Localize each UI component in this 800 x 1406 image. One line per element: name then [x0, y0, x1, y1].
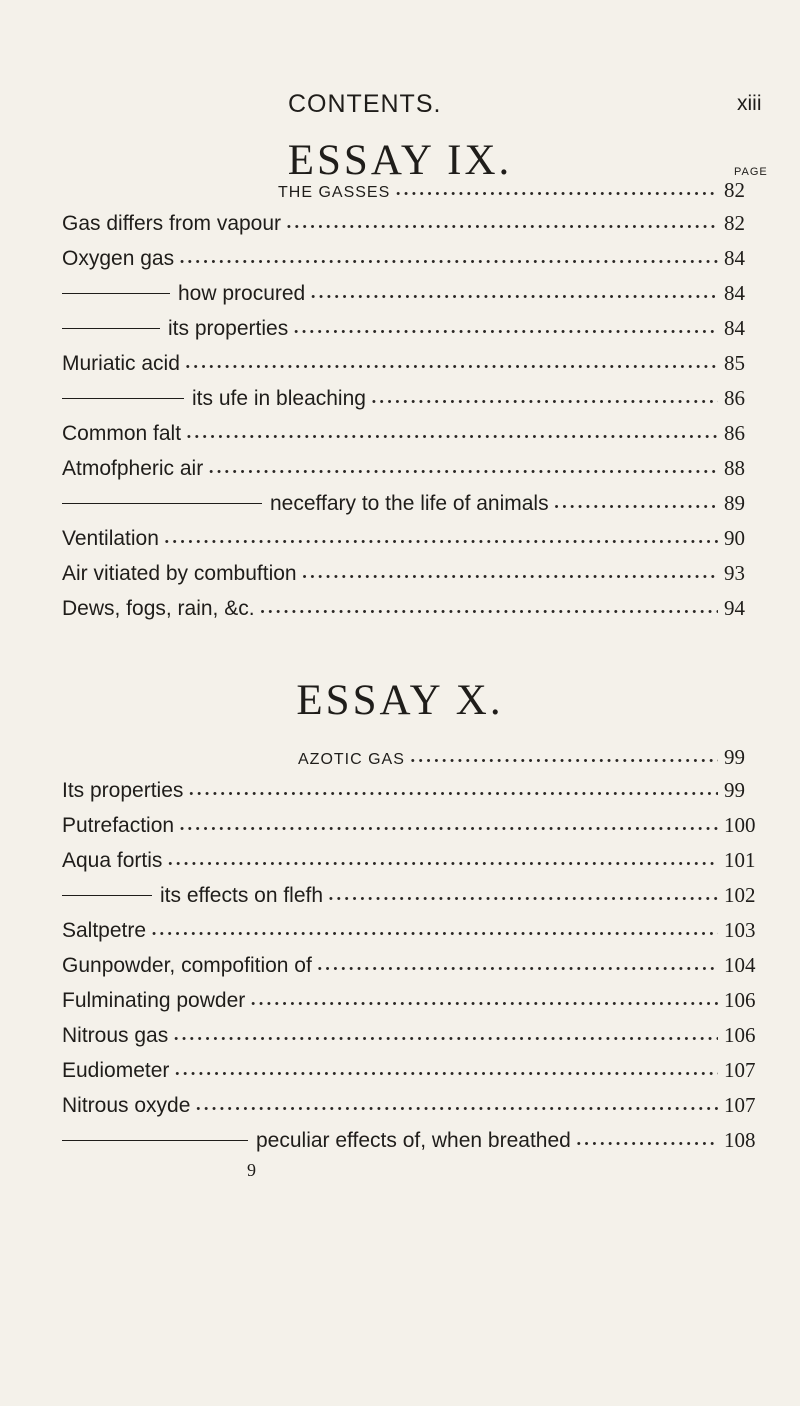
- toc-entry: [62, 988, 762, 1018]
- dot-leader: [555, 492, 718, 516]
- toc-entry-label: Saltpetre: [62, 919, 147, 942]
- toc-entry: [62, 953, 762, 983]
- toc-entry-label: how procured: [178, 282, 306, 305]
- toc-entry-page: 99: [724, 778, 745, 802]
- toc-entry-label: its effects on flefh: [160, 884, 324, 907]
- toc-entry-page: 84: [724, 316, 745, 340]
- toc-entry: [62, 456, 762, 486]
- toc-entry-page: 93: [724, 561, 745, 585]
- toc-entry-label: AZOTIC GAS: [298, 751, 405, 768]
- toc-entry-label: Gas differs from vapour: [62, 212, 282, 235]
- dot-leader: [186, 352, 718, 376]
- toc-entry-page: 86: [724, 386, 745, 410]
- toc-entry-label: Its properties: [62, 779, 184, 802]
- toc-subentry: [62, 316, 762, 346]
- toc-entry-page: 101: [724, 848, 756, 872]
- toc-entry-page: 89: [724, 491, 745, 515]
- toc-entry-label: Muriatic acid: [62, 352, 180, 375]
- dot-leader: [303, 562, 718, 586]
- dot-leader: [165, 527, 718, 551]
- ditto-rule: [62, 398, 184, 399]
- dot-leader: [174, 1024, 718, 1048]
- toc-entry-page: 82: [724, 211, 745, 235]
- dot-leader: [251, 989, 718, 1013]
- toc-entry-page: 107: [724, 1058, 756, 1082]
- toc-subentry: [62, 386, 762, 416]
- toc-entry-label: Oxygen gas: [62, 247, 175, 270]
- toc-entry-label: Fulminating powder: [62, 989, 246, 1012]
- dot-leader: [261, 597, 718, 621]
- ditto-rule: [62, 503, 262, 504]
- toc-entry: [62, 848, 762, 878]
- dot-leader: [196, 1094, 718, 1118]
- dot-leader: [294, 317, 718, 341]
- dot-leader: [189, 779, 718, 803]
- toc-entry-label: Eudiometer: [62, 1059, 170, 1082]
- toc-entry-label: Putrefaction: [62, 814, 175, 837]
- dot-leader: [180, 247, 718, 271]
- toc-entry: [62, 813, 762, 843]
- toc-entry-page: 84: [724, 246, 745, 270]
- toc-entry: [62, 1058, 762, 1088]
- toc-entry: [62, 596, 762, 626]
- toc-entry-page: 85: [724, 351, 745, 375]
- toc-entry-label: Aqua fortis: [62, 849, 163, 872]
- toc-entry-page: 106: [724, 988, 756, 1012]
- dot-leader: [168, 849, 718, 873]
- toc-entry-page: 84: [724, 281, 745, 305]
- toc-entry: [62, 526, 762, 556]
- toc-entry: [62, 211, 762, 241]
- toc-entry-label: Gunpowder, compofition of: [62, 954, 312, 977]
- toc-entry-label: Nitrous gas: [62, 1024, 169, 1047]
- toc-entry: [62, 561, 762, 591]
- toc-entry: [62, 351, 762, 381]
- ditto-rule: [62, 328, 160, 329]
- toc-entry: [62, 421, 762, 451]
- toc-entry-label: Dews, fogs, rain, &c.: [62, 597, 255, 620]
- toc-entry-page: 82: [724, 178, 745, 202]
- toc-entry-page: 86: [724, 421, 745, 445]
- toc-entry-label: its ufe in bleaching: [192, 387, 366, 410]
- toc-entry-label: Ventilation: [62, 527, 159, 550]
- signature-mark: 9: [247, 1160, 256, 1180]
- toc-entry-page: 104: [724, 953, 756, 977]
- toc-entry-label: Atmofpheric air: [62, 457, 204, 480]
- toc-entry-label: peculiar effects of, when breathed: [256, 1129, 571, 1152]
- toc-subentry: [62, 883, 762, 913]
- essay-ix-title: ESSAY IX.: [287, 137, 513, 184]
- toc-entry: [278, 178, 762, 208]
- page-folio: xiii: [737, 92, 762, 115]
- toc-entry-label: its properties: [168, 317, 289, 340]
- running-head-title: CONTENTS.: [288, 90, 442, 118]
- toc-entry: [62, 1093, 762, 1123]
- dot-leader: [396, 179, 718, 203]
- dot-leader: [180, 814, 718, 838]
- ditto-rule: [62, 293, 170, 294]
- toc-entry-label: THE GASSES: [278, 184, 391, 201]
- toc-subentry: [62, 281, 762, 311]
- toc-entry: [298, 745, 762, 775]
- toc-entry-page: 100: [724, 813, 756, 837]
- dot-leader: [411, 746, 718, 770]
- toc-entry: [62, 1023, 762, 1053]
- dot-leader: [372, 387, 718, 411]
- toc-entry-label: Common falt: [62, 422, 182, 445]
- ditto-rule: [62, 1140, 248, 1141]
- dot-leader: [287, 212, 718, 236]
- dot-leader: [175, 1059, 718, 1083]
- ditto-rule: [62, 895, 152, 896]
- toc-entry: [62, 918, 762, 948]
- toc-entry-page: 106: [724, 1023, 756, 1047]
- toc-entry-label: Nitrous oxyde: [62, 1094, 191, 1117]
- toc-entry-page: 107: [724, 1093, 756, 1117]
- toc-entry-page: 88: [724, 456, 745, 480]
- dot-leader: [187, 422, 718, 446]
- toc-entry-page: 99: [724, 745, 745, 769]
- toc-entry-label: Air vitiated by combuftion: [62, 562, 297, 585]
- toc-entry-page: 94: [724, 596, 745, 620]
- dot-leader: [318, 954, 718, 978]
- toc-entry-page: 102: [724, 883, 756, 907]
- toc-subentry: [62, 1128, 762, 1158]
- dot-leader: [152, 919, 718, 943]
- dot-leader: [329, 884, 718, 908]
- toc-subentry: [62, 491, 762, 521]
- toc-entry-page: 108: [724, 1128, 756, 1152]
- toc-entry-page: 103: [724, 918, 756, 942]
- running-head: [0, 90, 800, 130]
- toc-entry: [62, 246, 762, 276]
- toc-entry-label: neceffary to the life of animals: [270, 492, 549, 515]
- toc-entry-page: 90: [724, 526, 745, 550]
- dot-leader: [577, 1129, 718, 1153]
- dot-leader: [311, 282, 718, 306]
- page-column-label: PAGE: [734, 166, 768, 178]
- dot-leader: [209, 457, 718, 481]
- toc-entry: [62, 778, 762, 808]
- essay-x-title: ESSAY X.: [296, 677, 504, 724]
